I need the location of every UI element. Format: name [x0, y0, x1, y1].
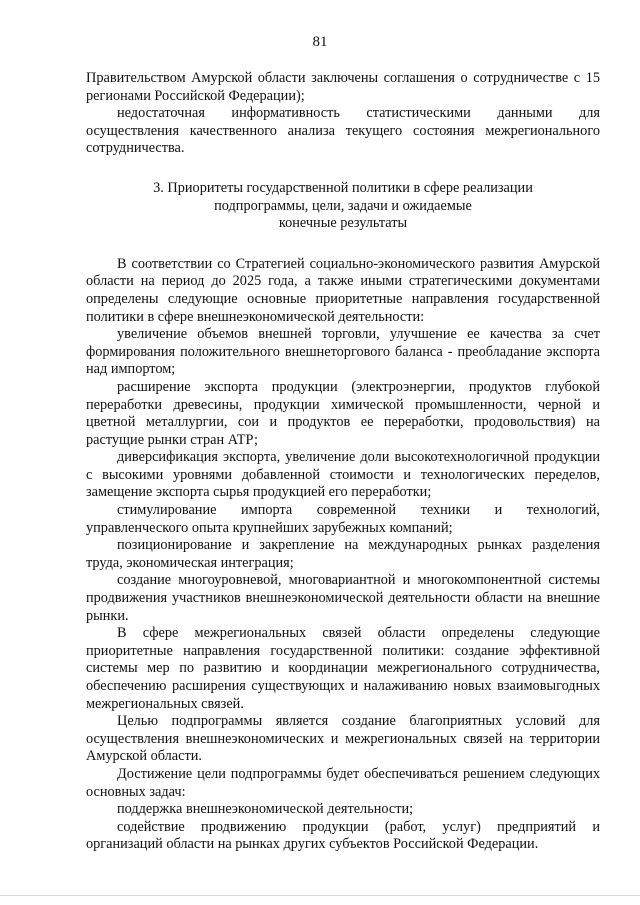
list-item: диверсификация экспорта, увеличение доли высокотехнологичной продукции с высокими уровнями добавленной стоимости и технологических переделов, замещение экспорта сырья продукцией его переработки;: [86, 449, 600, 501]
paragraph: Целью подпрограммы является создание благоприятных условий для осуществления внешнеэкономических и межрегиональных связей на территории Амурской области.: [86, 713, 600, 765]
list-item: содействие продвижению продукции (работ, услуг) предприятий и организаций области на рынках других субъектов Российской Федерации.: [86, 818, 600, 853]
paragraph: Правительством Амурской области заключены соглашения о сотрудничестве с 15 регионами Российской Федерации);: [86, 70, 600, 104]
paragraph: Достижение цели подпрограммы будет обеспечиваться решением следующих основных задач:: [86, 765, 600, 800]
list-item: создание многоуровневой, многовариантной и многокомпонентной системы продвижения участников внешнеэкономической деятельности области на внешние рынки.: [86, 572, 600, 624]
list-item: поддержка внешнеэкономической деятельности;: [117, 801, 414, 818]
paragraph: В сфере межрегиональных связей области определены следующие приоритетные направления государственной политики: создание эффективной системы мер по развитию и координации межрегионального сотрудничества, обеспечению расширения существующих и налаживанию новых взаимовыгодных межрегиональных связей.: [86, 625, 600, 712]
list-item: увеличение объемов внешней торговли, улучшение ее качества за счет формирования положительного внешнеторгового баланса - преобладание экспорта над импортом;: [86, 326, 600, 378]
list-item: стимулирование импорта современной техники и технологий, управленческого опыта крупнейших зарубежных компаний;: [86, 502, 600, 536]
heading-line: 3. Приоритеты государственной политики в сфере реализации: [153, 179, 533, 196]
heading-line: подпрограммы, цели, задачи и ожидаемые: [214, 197, 472, 214]
paragraph: В соответствии со Стратегией социально-экономического развития Амурской области на период до 2025 года, а также иными стратегическими документами определены следующие основные приоритетные направления государственной политики в сфере внешнеэкономической деятельности:: [86, 255, 600, 325]
document-body: [86, 70, 600, 854]
section-heading: [86, 180, 600, 233]
paragraph: недостаточная информативность статистическими данными для осуществления качественного анализа текущего состояния межрегионального сотрудничества.: [86, 105, 600, 157]
scan-edge-line: [0, 895, 640, 896]
page-number: 81: [312, 34, 328, 50]
heading-line: конечные результаты: [278, 215, 408, 232]
list-item: позиционирование и закрепление на международных рынках разделения труда, экономическая интеграция;: [86, 537, 600, 571]
list-item: расширение экспорта продукции (электроэнергии, продуктов глубокой переработки древесины, продукции химической промышленности, черной и цветной металлургии, сои и продуктов ее переработки, продовольствия) на растущие рынки стран АТР;: [86, 378, 600, 448]
